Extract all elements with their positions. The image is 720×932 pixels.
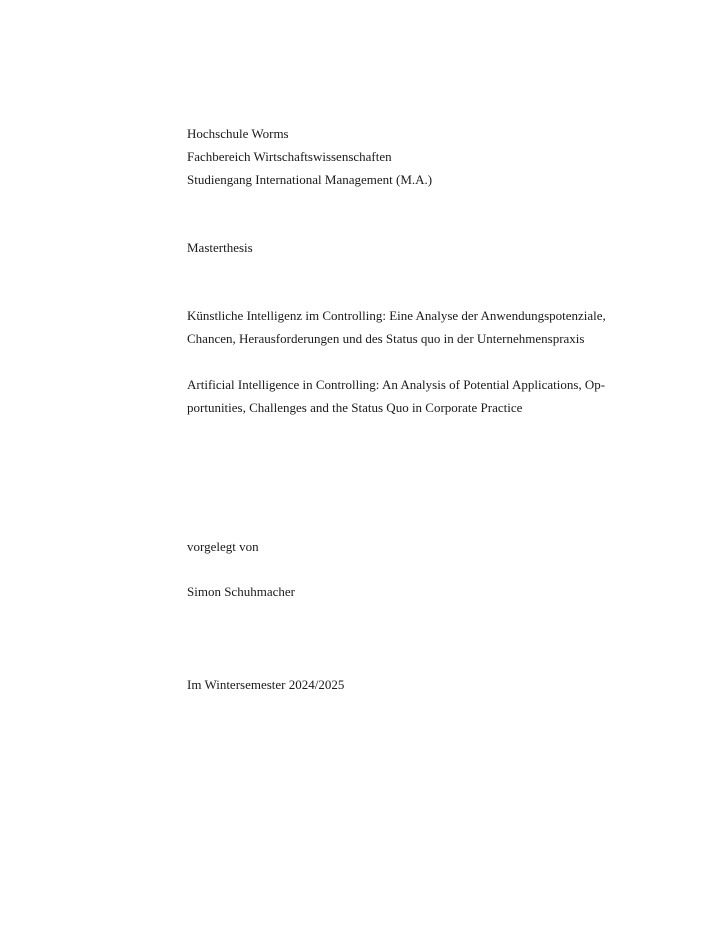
- program-name: Studiengang International Management (M.A.): [187, 172, 433, 187]
- author-name: Simon Schuhmacher: [187, 584, 295, 599]
- submitted-by-label: vorgelegt von: [187, 539, 259, 554]
- semester-text: Im Wintersemester 2024/2025: [187, 677, 345, 692]
- document-type: Masterthesis: [187, 240, 253, 255]
- title-german: [187, 304, 637, 350]
- department-name: Fachbereich Wirtschaftswissenschaften: [187, 149, 392, 164]
- university-name: Hochschule Worms: [187, 126, 289, 141]
- semester-block: [187, 673, 637, 696]
- institution-block: [187, 122, 637, 191]
- submitted-by-block: [187, 535, 637, 558]
- author-block: [187, 580, 637, 603]
- title-english: [187, 373, 637, 419]
- title-german-line-2: Chancen, Herausforderungen und des Status quo in der Unternehmenspraxis: [187, 331, 585, 346]
- title-german-line-1: Künstliche Intelligenz im Controlling: Eine Analyse der Anwendungspotenziale,: [187, 308, 606, 323]
- document-type-block: [187, 236, 637, 259]
- title-english-line-2: portunities, Challenges and the Status Quo in Corporate Practice: [187, 400, 523, 415]
- title-english-line-1: Artificial Intelligence in Controlling: An Analysis of Potential Applications, Op-: [187, 377, 606, 392]
